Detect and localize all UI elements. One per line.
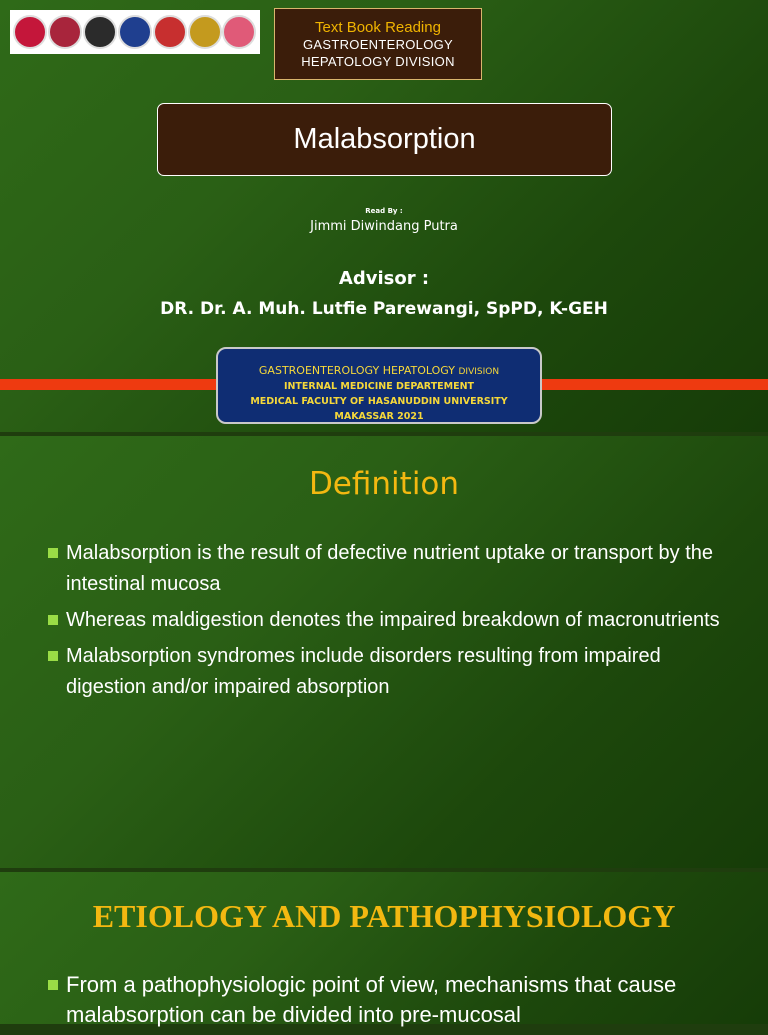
etiology-heading: ETIOLOGY AND PATHOPHYSIOLOGY: [92, 898, 676, 934]
definition-list: [48, 538, 728, 708]
logo-4-icon: [118, 15, 152, 49]
square-bullet-icon: [48, 548, 58, 558]
bullet-text: From a pathophysiologic point of view, mechanisms that cause malabsorption can be divided into pre-mucosal: [66, 972, 677, 1027]
title-slide: [0, 0, 768, 432]
advisor-name: DR. Dr. A. Muh. Lutfie Parewangi, SpPD, K-GEH: [160, 299, 608, 319]
logo-1-icon: [13, 15, 47, 49]
textbook-title: Text Book Reading: [315, 19, 441, 36]
institution-box: [216, 347, 542, 424]
logo-7-icon: [222, 15, 256, 49]
definition-heading: Definition: [308, 466, 460, 502]
list-item: [48, 970, 728, 1030]
read-by-label: Read By :: [365, 207, 403, 215]
institution-line2: INTERNAL MEDICINE DEPARTEMENT: [283, 381, 475, 392]
square-bullet-icon: [48, 980, 58, 990]
list-item: [48, 538, 728, 600]
textbook-reading-box: [274, 8, 482, 80]
logo-6-icon: [188, 15, 222, 49]
logo-2-icon: [48, 15, 82, 49]
institution-line1: [218, 364, 540, 379]
logo-strip: [10, 10, 260, 54]
logo-3-icon: [83, 15, 117, 49]
square-bullet-icon: [48, 615, 58, 625]
institution-line1-main: GASTROENTEROLOGY HEPATOLOGY: [258, 364, 455, 377]
logo-5-icon: [153, 15, 187, 49]
textbook-line1: GASTROENTEROLOGY: [303, 37, 453, 52]
square-bullet-icon: [48, 651, 58, 661]
textbook-line2: HEPATOLOGY DIVISION: [301, 54, 455, 69]
institution-line4: MAKASSAR 2021: [334, 411, 424, 422]
reader-name: Jimmi Diwindang Putra: [310, 219, 458, 234]
list-item: [48, 641, 728, 703]
institution-line1-small: DIVISION: [458, 367, 500, 377]
bullet-text: Malabsorption is the result of defective nutrient uptake or transport by the intestinal mucosa: [66, 542, 714, 595]
institution-line3: MEDICAL FACULTY OF HASANUDDIN UNIVERSITY: [250, 396, 508, 407]
bullet-text: Whereas maldigestion denotes the impaired breakdown of macronutrients: [66, 609, 720, 631]
advisor-label: Advisor :: [338, 268, 430, 289]
bullet-text: Malabsorption syndromes include disorders resulting from impaired digestion and/or impaired absorption: [66, 645, 661, 698]
list-item: [48, 605, 728, 636]
presentation-title: Malabsorption: [157, 103, 612, 176]
etiology-list: [48, 970, 728, 1035]
